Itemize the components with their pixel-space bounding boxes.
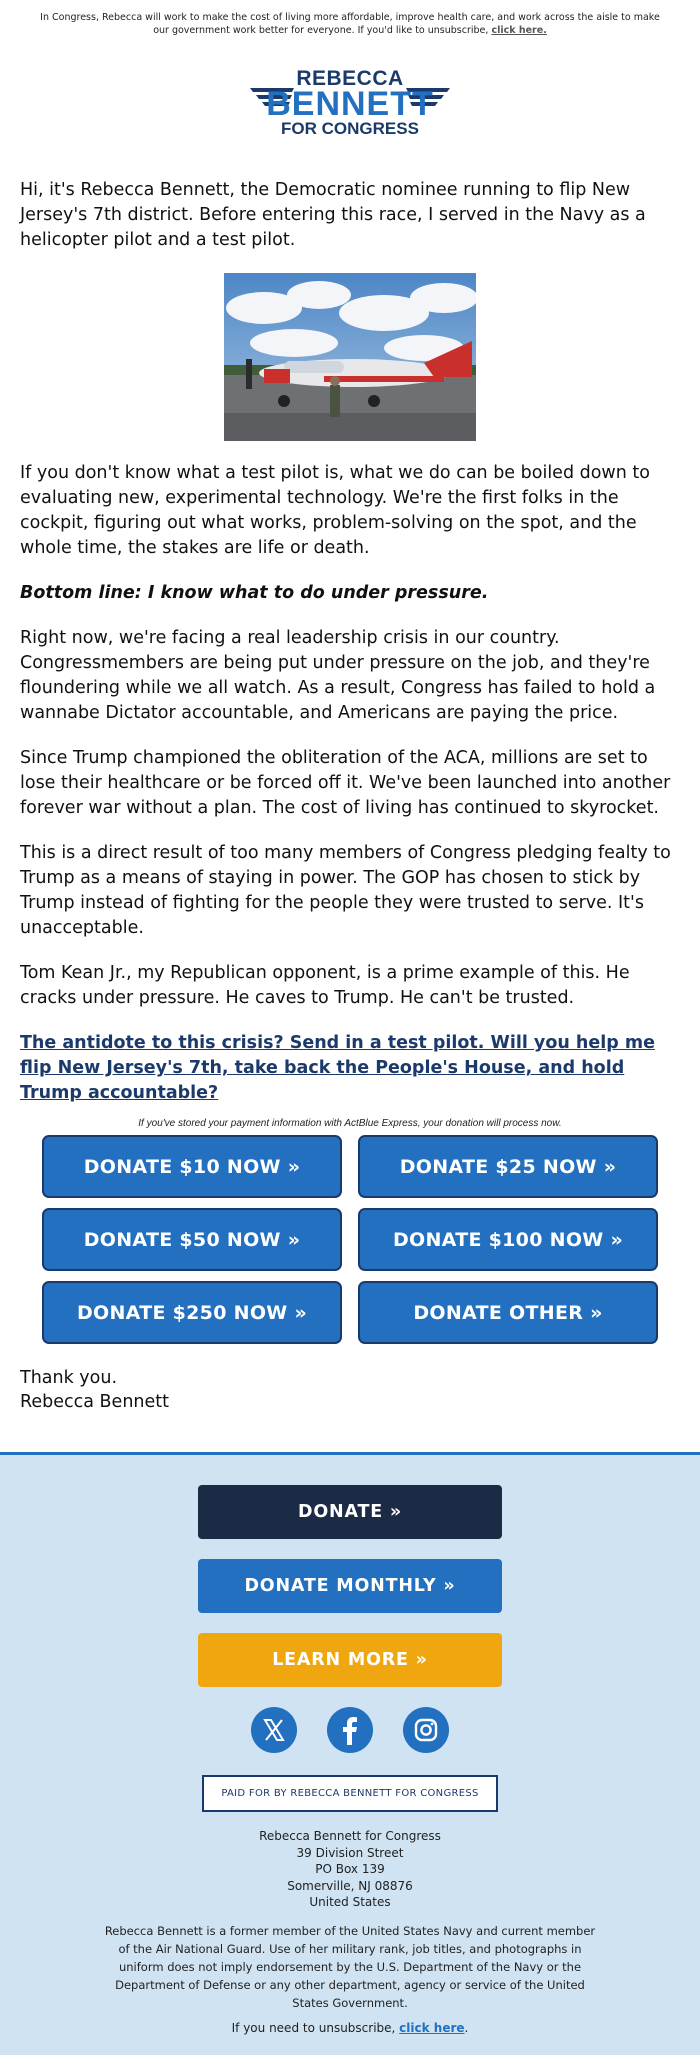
donate-250-button[interactable]: DONATE $250 NOW » [42,1281,342,1344]
unsubscribe-link[interactable]: click here [399,2020,465,2035]
instagram-icon[interactable] [403,1707,449,1753]
logo-line-2: BENNETT [266,85,434,123]
kean-paragraph: Tom Kean Jr., my Republican opponent, is a prime example of this. He cracks under pressure. He caves to Trump. He can't be trusted. [20,963,630,1008]
cta-link[interactable]: The antidote to this crisis? Send in a test pilot. Will you help me flip New Jersey's 7th, take back the People's House, and hold Trump accountable? [20,1033,655,1103]
footer-learn-more-button[interactable]: LEARN MORE » [198,1633,502,1687]
mailing-address [0,1828,700,1911]
email-body [20,140,680,1414]
crisis-paragraph: Right now, we're facing a real leadership crisis in our country. Congressmembers are being put under pressure on the job, and they're floundering while we all watch. As a result, Congress has failed to hold a wannabe Dictator accountable, and Americans are paying the price. [20,628,656,723]
footer [0,1452,700,2055]
footer-donate-button[interactable]: DONATE » [198,1485,502,1539]
address-line: 39 Division Street [296,1845,404,1860]
unsubscribe-line [0,2021,700,2035]
signoff [20,1366,680,1414]
logo-line-3: FOR CONGRESS [281,119,419,138]
signoff-name: Rebecca Bennett [20,1392,169,1412]
donate-50-button[interactable]: DONATE $50 NOW » [42,1208,342,1271]
facebook-icon[interactable] [327,1707,373,1753]
x-icon[interactable] [251,1707,297,1753]
donate-25-button[interactable]: DONATE $25 NOW » [358,1135,658,1198]
donate-10-button[interactable]: DONATE $10 NOW » [42,1135,342,1198]
preheader-text: In Congress, Rebecca will work to make the cost of living more affordable, improve health care, and work across the aisle to make our government work better for everyone. If you'd like to unsubscribe, [40,12,660,36]
unsubscribe-period: . [464,2020,469,2035]
aca-paragraph: Since Trump championed the obliteration of the ACA, millions are set to lose their healthcare or be forced off it. We've been launched into another forever war without a plan. The cost of living has continued to skyrocket. [20,748,671,818]
bottom-line-heading: Bottom line: I know what to do under pressure. [20,583,489,603]
donate-other-button[interactable]: DONATE OTHER » [358,1281,658,1344]
preheader [40,0,660,40]
unsubscribe-text: If you need to unsubscribe, [231,2020,400,2035]
address-line: Rebecca Bennett for Congress [259,1829,441,1843]
address-line: Somerville, NJ 08876 [287,1878,413,1893]
military-disclaimer: Rebecca Bennett is a former member of the United States Navy and current member of the Air National Guard. Use of her military rank, job titles, and photographs in uniform does not imply endorsement by the U.S. Department of the Navy or the Department of Defense or any other department, agency or service of the United States Government. [104,1923,596,2010]
paid-for-box: PAID FOR BY REBECCA BENNETT FOR CONGRESS [202,1775,498,1812]
test-pilot-paragraph: If you don't know what a test pilot is, what we do can be boiled down to evaluating new, experimental technology. We're the first folks in the cockpit, figuring out what works, problem-solving on the spot, and the whole time, the stakes are life or death. [20,463,650,558]
actblue-express-note: If you've stored your payment information with ActBlue Express, your donation will process now. [138,1118,562,1129]
airplane-photo [224,273,476,441]
donate-button-grid [42,1135,658,1344]
signoff-thanks: Thank you. [20,1368,118,1388]
fealty-paragraph: This is a direct result of too many members of Congress pledging fealty to Trump as a means of staying in power. The GOP has chosen to stick by Trump instead of fighting for the people they were trusted to serve. It's unacceptable. [20,843,671,938]
footer-donate-monthly-button[interactable]: DONATE MONTHLY » [198,1559,502,1613]
preheader-unsubscribe-link[interactable]: click here. [491,25,547,36]
intro-paragraph: Hi, it's Rebecca Bennett, the Democratic nominee running to flip New Jersey's 7th district. Before entering this race, I served in the Navy as a helicopter pilot and a test pilot. [20,180,646,250]
logo-line-1: REBECCA [296,67,404,90]
campaign-logo [0,40,700,140]
address-line: United States [309,1895,391,1909]
social-links [0,1707,700,1753]
donate-100-button[interactable]: DONATE $100 NOW » [358,1208,658,1271]
address-line: PO Box 139 [315,1862,385,1876]
